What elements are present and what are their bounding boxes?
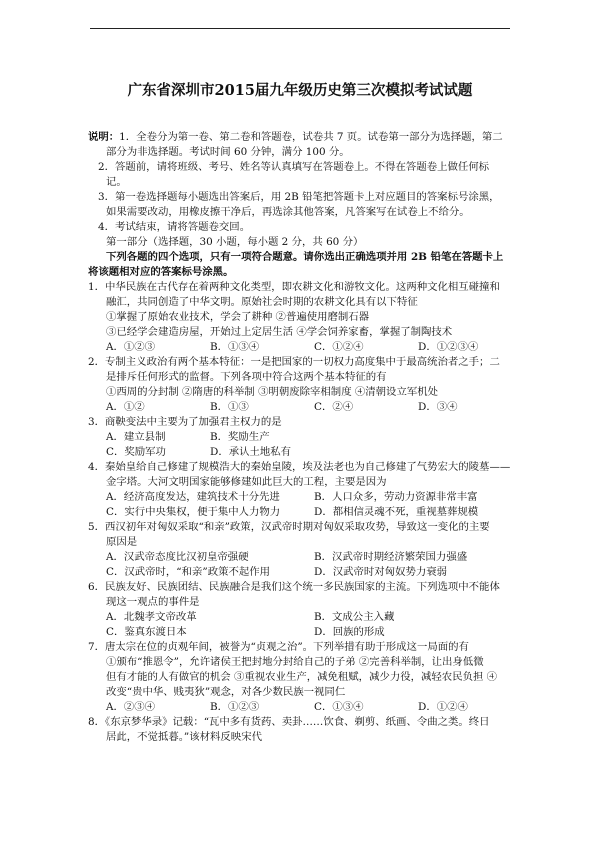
options-row — [88, 340, 522, 355]
question-stem: 原因是 — [106, 536, 138, 548]
option-b: B．奖励生产 — [210, 431, 270, 443]
instructions — [88, 130, 522, 235]
question-stem: 2．专制主义政治有两个基本特征：一是把国家的一切权力高度集中于最高统治者之手；二 — [88, 356, 500, 368]
option-c: C．汉武帝时，“和亲”政策不起作用 — [106, 566, 271, 578]
question-stem: 3．商鞅变法中主要为了加强君主权力的是 — [88, 416, 282, 428]
question-2 — [88, 355, 522, 415]
option-a: A．②③④ — [106, 701, 156, 713]
option-d: D．③④ — [418, 401, 458, 413]
option-b: B．①②③ — [210, 701, 260, 713]
part1-header: 第一部分（选择题，30 小题，每小题 2 分，共 60 分） — [106, 236, 364, 248]
options-row — [88, 400, 522, 415]
question-stem: 居此，不觉抵暮。”该材料反映宋代 — [106, 731, 262, 743]
question-stem: 6．民族友好、民族团结、民族融合是我们这个统一多民族国家的主流。下列选项中不能体 — [88, 581, 500, 593]
question-7 — [88, 640, 522, 715]
option-d: D．回族的形成 — [314, 626, 385, 638]
question-stem: 是排斥任何形式的监督。下列各项中符合这两个基本特征的有 — [106, 371, 387, 383]
instruction-line: 1．全卷分为第一卷、第二卷和答题卷，试卷共 7 页。试卷第一部分为选择题，第二 — [119, 131, 503, 143]
option-a: A．北魏孝文帝改革 — [106, 611, 197, 623]
question-4 — [88, 460, 522, 520]
option-d: D．承认土地私有 — [210, 446, 292, 458]
option-a: A．①②③ — [106, 341, 156, 353]
question-8 — [88, 715, 522, 745]
instruction-line: 部分为非选择题。考试时间 60 分钟，满分 100 分。 — [106, 146, 350, 158]
option-d: D．①②④ — [418, 701, 468, 713]
options-row — [88, 505, 522, 520]
options-row — [88, 445, 522, 460]
question-stem: 5．西汉初年对匈奴采取“和亲”政策，汉武帝时期对匈奴采取攻势，导致这一变化的主要 — [88, 521, 490, 533]
options-row — [88, 565, 522, 580]
question-5 — [88, 520, 522, 580]
options-row — [88, 625, 522, 640]
options-row — [88, 700, 522, 715]
question-item: ①颁布“推恩令”，允许诸侯王把封地分封给自己的子弟 ②完善科举制，让出身低微 — [106, 656, 484, 668]
option-c: C．①②④ — [314, 341, 364, 353]
option-c: C．奖励军功 — [106, 446, 166, 458]
header-rule — [90, 28, 510, 29]
question-stem: 4．秦始皇给自己修建了规模浩大的秦始皇陵，埃及法老也为自己修建了气势宏大的陵墓—— — [88, 461, 511, 473]
instruction-line: 2．答题前，请将班级、考号、姓名等认真填写在答题卷上。不得在答题卷上做任何标 — [98, 161, 490, 173]
option-a: A．建立县制 — [106, 431, 166, 443]
question-item: ③已经学会建造房屋，开始过上定居生活 ④学会饲养家畜，掌握了制陶技术 — [106, 326, 453, 338]
instruction-line: 如果需要改动，用橡皮擦干净后，再选涂其他答案，凡答案写在试卷上不给分。 — [106, 206, 470, 218]
exam-content — [88, 130, 522, 745]
question-item: ①掌握了原始农业技术，学会了耕种 ②普遍使用磨制石器 — [106, 311, 370, 323]
part1-instruction: 下列各题的四个选项，只有一项符合题意。请你选出正确选项并用 2B 铅笔在答题卡上 — [106, 251, 504, 263]
option-c: C．实行中央集权，便于集中人力物力 — [106, 506, 281, 518]
option-b: B．文成公主入藏 — [314, 611, 395, 623]
option-c: C．②④ — [314, 401, 354, 413]
part1-instruction: 将该题相对应的答案标号涂黑。 — [88, 266, 234, 278]
question-stem: 7．唐太宗在位的贞观年间，被誉为“贞观之治”。下列举措有助于形成这一局面的有 — [88, 641, 469, 653]
instructions-label: 说明： — [88, 131, 120, 143]
option-d: D．都相信灵魂不死，重视墓葬规模 — [314, 506, 479, 518]
option-a: A．①② — [106, 401, 145, 413]
question-item: ①西周的分封制 ②隋唐的科举制 ③明朝废除宰相制度 ④清朝设立军机处 — [106, 386, 439, 398]
question-3 — [88, 415, 522, 460]
option-b: B．①③④ — [210, 341, 260, 353]
question-stem: 1．中华民族在古代存在着两种文化类型，即农耕文化和游牧文化。这两种文化相互碰撞和 — [88, 281, 500, 293]
options-row — [88, 430, 522, 445]
question-stem: 金字塔。大河文明国家能够修建如此巨大的工程，主要是因为 — [106, 476, 387, 488]
option-b: B．①③ — [210, 401, 249, 413]
option-d: D．汉武帝时对匈奴势力衰弱 — [314, 566, 448, 578]
option-c: C．鉴真东渡日本 — [106, 626, 187, 638]
instruction-line: 3．第一卷选择题每小题选出答案后，用 2B 铅笔把答题卡上对应题目的答案标号涂黑， — [98, 191, 500, 203]
option-b: B．汉武帝时期经济繁荣国力强盛 — [314, 551, 468, 563]
options-row — [88, 490, 522, 505]
page-title: 广东省深圳市2015届九年级历史第三次模拟考试试题 — [127, 82, 473, 99]
instruction-line: 4．考试结束，请将答题卷交回。 — [98, 221, 251, 233]
option-c: C．①③④ — [314, 701, 364, 713]
question-1 — [88, 280, 522, 355]
question-item: 但有才能的人有做官的机会 ③重视农业生产，减免租赋，减少力役，减轻农民负担 ④ — [106, 671, 498, 683]
question-stem: 8．《东京梦华录》记载：“瓦中多有货药、卖卦……饮食、剃剪、纸画、令曲之类。终日 — [88, 716, 490, 728]
question-stem: 现这一观点的事件是 — [106, 596, 200, 608]
option-d: D．①②③④ — [418, 341, 479, 353]
option-a: A．汉武帝态度比汉初皇帝强硬 — [106, 551, 249, 563]
option-a: A．经济高度发达，建筑技术十分先进 — [106, 491, 280, 503]
question-item: 改变“贵中华、贱夷狄”观念，对各少数民族一视同仁 — [106, 686, 346, 698]
instruction-line: 记。 — [106, 176, 127, 188]
question-6 — [88, 580, 522, 640]
options-row — [88, 610, 522, 625]
option-b: B．人口众多，劳动力资源非常丰富 — [314, 491, 478, 503]
options-row — [88, 550, 522, 565]
question-stem: 融汇，共同创造了中华文明。原始社会时期的农耕文化具有以下特征 — [106, 296, 418, 308]
